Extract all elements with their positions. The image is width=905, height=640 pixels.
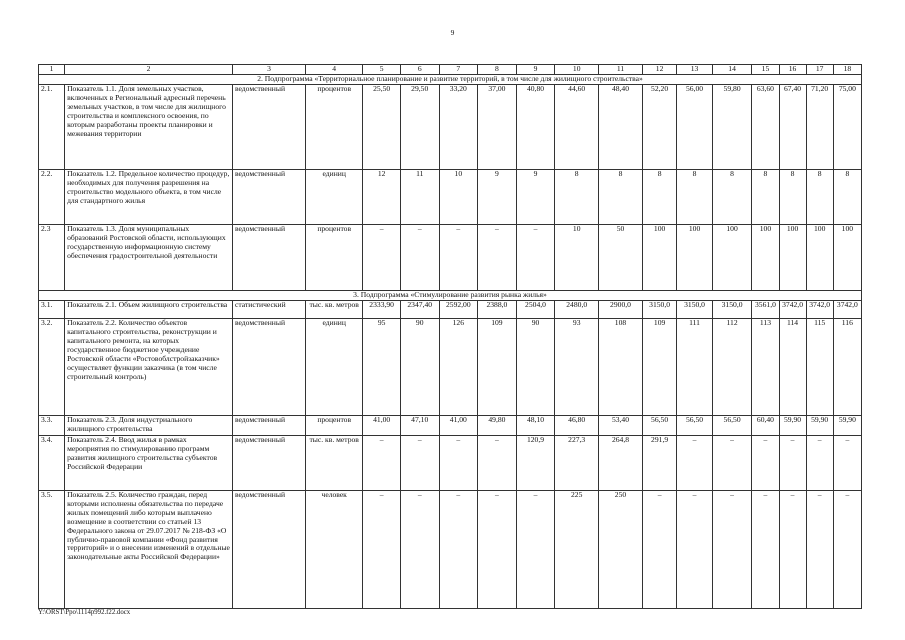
indicator-value: 60,40	[752, 415, 779, 435]
indicator-value: 2592,00	[439, 300, 478, 318]
column-number: 1	[39, 65, 65, 75]
indicator-value: 111	[677, 318, 712, 415]
column-number: 6	[400, 65, 439, 75]
column-number: 9	[516, 65, 555, 75]
indicator-value: 3561,0	[752, 300, 779, 318]
column-number: 18	[833, 65, 861, 75]
indicator-value: 116	[833, 318, 861, 415]
indicator-name: Показатель 1.1. Доля земельных участков, включенных в Региональный адресный перечень земельных участков, в том числе для жилищного строительства и комплексного освоения, по которым разработаны проекты планировки и межевания территории	[65, 84, 233, 169]
indicator-value: 50	[599, 224, 643, 290]
indicator-value: 114	[779, 318, 806, 415]
section-title: 3. Подпрограмма «Стимулирование развития рынка жилья»	[39, 290, 862, 300]
indicator-type: ведомственный	[233, 318, 306, 415]
indicator-unit: тыс. кв. метров	[306, 435, 363, 490]
indicator-value: 41,00	[363, 415, 401, 435]
section-header-row	[39, 74, 862, 84]
indicator-name: Показатель 2.4. Ввод жилья в рамках мероприятия по стимулированию программ развития жилищного строительства субъектов Российской Федерации	[65, 435, 233, 490]
indicator-value: 40,80	[516, 84, 555, 169]
row-number: 2.3	[39, 224, 65, 290]
indicator-value: 2333,90	[363, 300, 401, 318]
indicator-value: 9	[478, 169, 517, 224]
indicator-unit: единиц	[306, 318, 363, 415]
indicator-row	[39, 84, 862, 169]
indicator-value: 112	[712, 318, 752, 415]
indicator-value: 100	[752, 224, 779, 290]
indicator-value: –	[478, 435, 517, 490]
indicator-value: 10	[555, 224, 599, 290]
indicator-value: 8	[642, 169, 676, 224]
section-title: 2. Подпрограмма «Территориальное планирование и развитие территорий, в том числе для жилищного строительства»	[39, 74, 862, 84]
indicator-value: 29,50	[400, 84, 439, 169]
indicator-value: 59,90	[806, 415, 833, 435]
indicator-type: ведомственный	[233, 224, 306, 290]
indicator-unit: человек	[306, 490, 363, 608]
indicator-value: 67,40	[779, 84, 806, 169]
indicator-value: 90	[400, 318, 439, 415]
indicator-type: ведомственный	[233, 490, 306, 608]
indicator-value: 49,80	[478, 415, 517, 435]
indicator-value: 8	[599, 169, 643, 224]
indicator-name: Показатель 2.2. Количество объектов капитального строительства, реконструкции и капитального ремонта, на которых государственное бюджетное учреждение Ростовской области «Ростовоблстройзаказчик» осуществляет функции заказчика (в том числе строительный контроль)	[65, 318, 233, 415]
indicator-value: 93	[555, 318, 599, 415]
indicator-value: 109	[642, 318, 676, 415]
indicator-value: 3150,0	[712, 300, 752, 318]
column-number: 17	[806, 65, 833, 75]
section-header-row	[39, 290, 862, 300]
indicator-value: –	[516, 224, 555, 290]
indicator-value: 25,50	[363, 84, 401, 169]
indicator-value: 3742,0	[833, 300, 861, 318]
indicator-value: 41,00	[439, 415, 478, 435]
indicator-value: –	[642, 490, 676, 608]
indicator-value: 109	[478, 318, 517, 415]
column-number-row	[39, 65, 862, 75]
indicator-unit: единиц	[306, 169, 363, 224]
indicator-value: –	[833, 435, 861, 490]
indicator-value: 250	[599, 490, 643, 608]
indicator-unit: процентов	[306, 84, 363, 169]
indicator-value: 53,40	[599, 415, 643, 435]
indicator-value: 8	[752, 169, 779, 224]
indicator-unit: процентов	[306, 224, 363, 290]
indicator-value: 100	[677, 224, 712, 290]
indicator-value: 90	[516, 318, 555, 415]
row-number: 3.1.	[39, 300, 65, 318]
indicator-value: 47,10	[400, 415, 439, 435]
column-number: 3	[233, 65, 306, 75]
column-number: 5	[363, 65, 401, 75]
indicator-type: ведомственный	[233, 415, 306, 435]
indicator-value: 48,10	[516, 415, 555, 435]
indicator-value: 2480,0	[555, 300, 599, 318]
indicator-value: 59,90	[779, 415, 806, 435]
indicator-row	[39, 318, 862, 415]
indicator-value: –	[806, 435, 833, 490]
column-number: 15	[752, 65, 779, 75]
indicator-value: 100	[833, 224, 861, 290]
column-number: 4	[306, 65, 363, 75]
indicator-value: 56,50	[642, 415, 676, 435]
indicator-value: 225	[555, 490, 599, 608]
indicator-type: ведомственный	[233, 169, 306, 224]
indicator-value: –	[806, 490, 833, 608]
indicator-value: –	[516, 490, 555, 608]
indicator-value: –	[779, 490, 806, 608]
indicator-unit: тыс. кв. метров	[306, 300, 363, 318]
indicator-value: –	[400, 224, 439, 290]
indicator-value: –	[439, 435, 478, 490]
indicator-value: 2900,0	[599, 300, 643, 318]
indicator-value: 8	[712, 169, 752, 224]
indicator-value: 2504,0	[516, 300, 555, 318]
indicators-table	[38, 64, 862, 609]
column-number: 16	[779, 65, 806, 75]
indicator-name: Показатель 2.3. Доля индустриального жилищного строительства	[65, 415, 233, 435]
column-number: 2	[65, 65, 233, 75]
indicator-value: 44,60	[555, 84, 599, 169]
indicator-name: Показатель 1.2. Предельное количество процедур, необходимых для получения разрешения на строительство модельного объекта, в том числе для стандартного жилья	[65, 169, 233, 224]
indicator-row	[39, 300, 862, 318]
footer-file-path: Y:\ORST\Ppo\1114p992.f22.docx	[38, 609, 131, 616]
indicator-value: 59,90	[833, 415, 861, 435]
row-number: 3.2.	[39, 318, 65, 415]
indicator-value: –	[752, 490, 779, 608]
indicator-value: –	[752, 435, 779, 490]
indicator-value: –	[400, 435, 439, 490]
row-number: 3.3.	[39, 415, 65, 435]
indicator-value: 12	[363, 169, 401, 224]
indicator-name: Показатель 1.3. Доля муниципальных образований Ростовской области, использующих государственную информационную систему обеспечения градостроительной деятельности	[65, 224, 233, 290]
indicator-value: –	[363, 435, 401, 490]
indicator-value: 115	[806, 318, 833, 415]
indicator-value: 3742,0	[806, 300, 833, 318]
indicator-value: 75,00	[833, 84, 861, 169]
indicator-row	[39, 169, 862, 224]
indicator-value: 46,80	[555, 415, 599, 435]
indicator-value: –	[363, 224, 401, 290]
indicator-value: 33,20	[439, 84, 478, 169]
indicator-value: 3742,0	[779, 300, 806, 318]
indicator-value: 227,3	[555, 435, 599, 490]
indicator-value: 126	[439, 318, 478, 415]
indicator-type: ведомственный	[233, 84, 306, 169]
indicator-value: –	[712, 490, 752, 608]
indicator-value: 56,50	[677, 415, 712, 435]
indicator-value: 2388,0	[478, 300, 517, 318]
column-number: 11	[599, 65, 643, 75]
indicator-value: 100	[779, 224, 806, 290]
indicator-value: 56,50	[712, 415, 752, 435]
page-number: 9	[450, 28, 455, 37]
indicator-row	[39, 435, 862, 490]
indicator-value: –	[677, 435, 712, 490]
indicator-value: 63,60	[752, 84, 779, 169]
indicator-name: Показатель 2.1. Объем жилищного строительства	[65, 300, 233, 318]
row-number: 3.5.	[39, 490, 65, 608]
indicator-value: 2347,40	[400, 300, 439, 318]
column-number: 14	[712, 65, 752, 75]
indicator-value: –	[712, 435, 752, 490]
indicator-value: 100	[642, 224, 676, 290]
indicator-value: 100	[712, 224, 752, 290]
indicator-value: 113	[752, 318, 779, 415]
indicator-value: 10	[439, 169, 478, 224]
indicator-row	[39, 490, 862, 608]
indicator-value: –	[779, 435, 806, 490]
row-number: 2.2.	[39, 169, 65, 224]
indicator-value: 48,40	[599, 84, 643, 169]
indicator-value: 108	[599, 318, 643, 415]
column-number: 12	[642, 65, 676, 75]
indicator-value: 59,80	[712, 84, 752, 169]
indicator-value: –	[478, 490, 517, 608]
indicator-value: 264,8	[599, 435, 643, 490]
column-number: 10	[555, 65, 599, 75]
indicator-unit: процентов	[306, 415, 363, 435]
indicator-value: –	[400, 490, 439, 608]
indicator-value: –	[677, 490, 712, 608]
indicator-value: –	[439, 490, 478, 608]
indicator-value: 291,9	[642, 435, 676, 490]
indicator-value: 56,00	[677, 84, 712, 169]
indicator-value: 8	[806, 169, 833, 224]
indicator-value: 95	[363, 318, 401, 415]
indicator-type: статистический	[233, 300, 306, 318]
indicator-value: 100	[806, 224, 833, 290]
indicator-row	[39, 415, 862, 435]
column-number: 8	[478, 65, 517, 75]
indicator-value: 8	[677, 169, 712, 224]
indicator-value: 9	[516, 169, 555, 224]
indicator-value: 3150,0	[642, 300, 676, 318]
indicator-value: –	[833, 490, 861, 608]
indicator-value: –	[439, 224, 478, 290]
indicator-value: 52,20	[642, 84, 676, 169]
indicator-value: –	[363, 490, 401, 608]
column-number: 7	[439, 65, 478, 75]
table-body	[39, 65, 862, 609]
indicator-row	[39, 224, 862, 290]
indicator-value: 8	[555, 169, 599, 224]
indicator-type: ведомственный	[233, 435, 306, 490]
indicator-value: 3150,0	[677, 300, 712, 318]
indicator-value: 8	[833, 169, 861, 224]
indicator-value: 11	[400, 169, 439, 224]
indicator-name: Показатель 2.5. Количество граждан, перед которыми исполнены обязательства по передаче жилых помещений либо которым выплачено возмещение в соответствии со статьей 13 Федерального закона от 29.07.2017 № 218-ФЗ «О публично-правовой компании «Фонд развития территорий» и о внесении изменений в отдельные законодательные акты Российской Федерации»	[65, 490, 233, 608]
indicator-value: 8	[779, 169, 806, 224]
indicator-value: 37,00	[478, 84, 517, 169]
row-number: 2.1.	[39, 84, 65, 169]
indicator-value: 71,20	[806, 84, 833, 169]
indicator-value: –	[478, 224, 517, 290]
indicator-value: 120,9	[516, 435, 555, 490]
row-number: 3.4.	[39, 435, 65, 490]
column-number: 13	[677, 65, 712, 75]
